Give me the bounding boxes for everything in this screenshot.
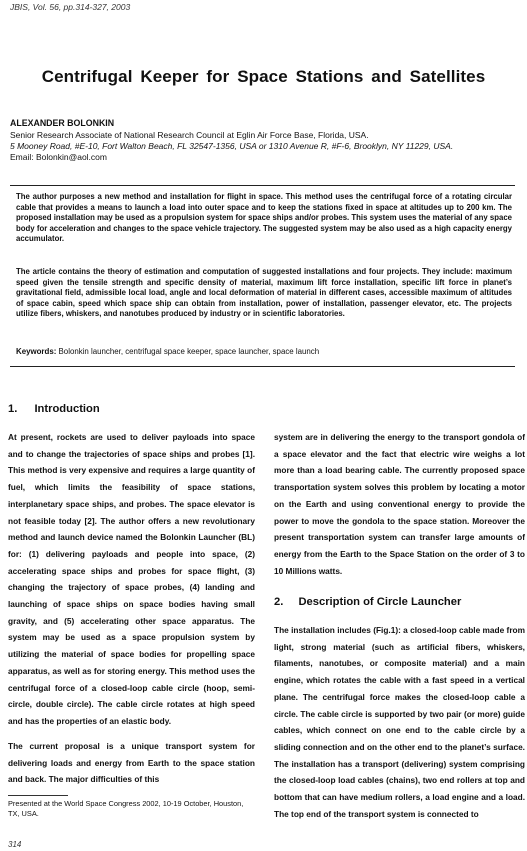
author-email: Email: Bolonkin@aol.com bbox=[10, 152, 107, 162]
section-number: 1. bbox=[8, 403, 18, 415]
keywords bbox=[16, 347, 512, 356]
paper-title: Centrifugal Keeper for Space Stations and Satellites bbox=[41, 67, 486, 86]
author-name: ALEXANDER BOLONKIN bbox=[10, 118, 115, 128]
abstract-top-rule bbox=[10, 185, 515, 186]
section-heading-description bbox=[274, 596, 461, 608]
page-number: 314 bbox=[8, 840, 22, 849]
introduction-paragraph-2: The current proposal is a unique transport system for delivering loads and energy from Earth to the space station and back. The major difficulties of this bbox=[8, 741, 255, 785]
author-affiliation: Senior Research Associate of National Research Council at Eglin Air Force Base, Florida, USA. bbox=[10, 130, 369, 140]
keywords-text: Bolonkin launcher, centrifugal space keeper, space launcher, space launch bbox=[58, 347, 320, 356]
footnote: Presented at the World Space Congress 2002, 10-19 October, Houston, TX, USA. bbox=[8, 799, 244, 818]
keywords-label: Keywords: bbox=[16, 347, 57, 356]
journal-citation: JBIS, Vol. 56, pp.314-327, 2003 bbox=[10, 2, 131, 12]
section-title: Introduction bbox=[34, 403, 100, 415]
section-heading-introduction bbox=[8, 403, 100, 415]
abstract-bottom-rule bbox=[10, 366, 515, 367]
introduction-paragraph-1: At present, rockets are used to deliver payloads into space and to change the trajectories of space ships and probes [1]. This method is very expensive and requires a large quantity of fuel, which limits the feasibility of space stations, interplanetary space ships, and probes. The space elevator is not feasible today [2]. The author offers a new revolutionary method and launch device named the Bolonkin Launcher (BL) for: (1) delivering payloads and people into space, (2) accelerating space ships and probes for space flight, (3) changing the trajectory of space probes, (4) landing and launching of space ships on space bodies having small gravity, and (5) accelerating other space apparatus. The system may be used as a space propulsion system by utilizing the material of space bodies for propelling space apparatus, as well as for storing energy. This method uses the centrifugal force of a closed-loop cable circle (hoop, semi-circle, double circle). The cable circle rotates at high speed and has the properties of an elastic body. bbox=[8, 432, 255, 726]
section-title: Description of Circle Launcher bbox=[298, 596, 462, 608]
abstract-paragraph-1: The author purposes a new method and installation for flight in space. This method uses the centrifugal force of a rotating circular cable that provides a means to launch a load into outer space and to keep the stations fixed in space at altitudes up to 200 km. The proposed installation may be used as a propulsion system for space ships and/or probes. This system uses the material of any space body for acceleration and changes to the space vehicle trajectory. The suggested system may be also used as a high capacity energy accumulator. bbox=[16, 192, 512, 244]
author-address: 5 Mooney Road, #E-10, Fort Walton Beach, FL 32547-1356, USA or 1310 Avenue R, #F-6, Brooklyn, NY 11229, USA. bbox=[10, 141, 454, 151]
introduction-paragraph-3: system are in delivering the energy to the transport gondola of a space elevator and the fact that electric wire weighs a lot more than a load bearing cable. The currently proposed space transportation system solves this problem by locating a motor on the Earth and using conventional energy to provide the power to move the gondola to the space station. Moreover the present transportation system can transfer large amounts of energy from the Earth to the Space Station on the order of 3 to 10 Millions watts. bbox=[274, 432, 525, 576]
abstract-paragraph-2: The article contains the theory of estimation and computation of suggested installations and four projects. They include: maximum speed given the tensile strength and specific density of material, maximum lift force installation, specific lift force in planet’s gravitational field, admissible local load, angle and local deformation of material in different cases, accessible maximum of altitudes of space cabin, speed which space ship can obtain from installation, power of installation, passenger elevator, etc. The projects utilize fibers, whiskers, and nanotubes produced by industry or in scientific laboratories. bbox=[16, 267, 512, 319]
description-paragraph-1: The installation includes (Fig.1): a closed-loop cable made from light, strong material (such as artificial fibers, whiskers, filaments, nanotubes, or composite material) and a main engine, which rotates the cable with a fast speed in a vertical plane. The centrifugal force makes the closed-loop cable a circle. The cable circle is supported by two pair (or more) guide cables, which connect on one end to the cable circle by a sliding connection and on the other end to the planet’s surface. The installation has a transport (delivering) system comprising the closed-loop load cables (chains), two end rollers at top and bottom that can have medium rollers, a load engine and a load. The top end of the transport system is connected to bbox=[274, 625, 525, 819]
footnote-rule bbox=[8, 795, 68, 796]
section-number: 2. bbox=[274, 596, 284, 608]
